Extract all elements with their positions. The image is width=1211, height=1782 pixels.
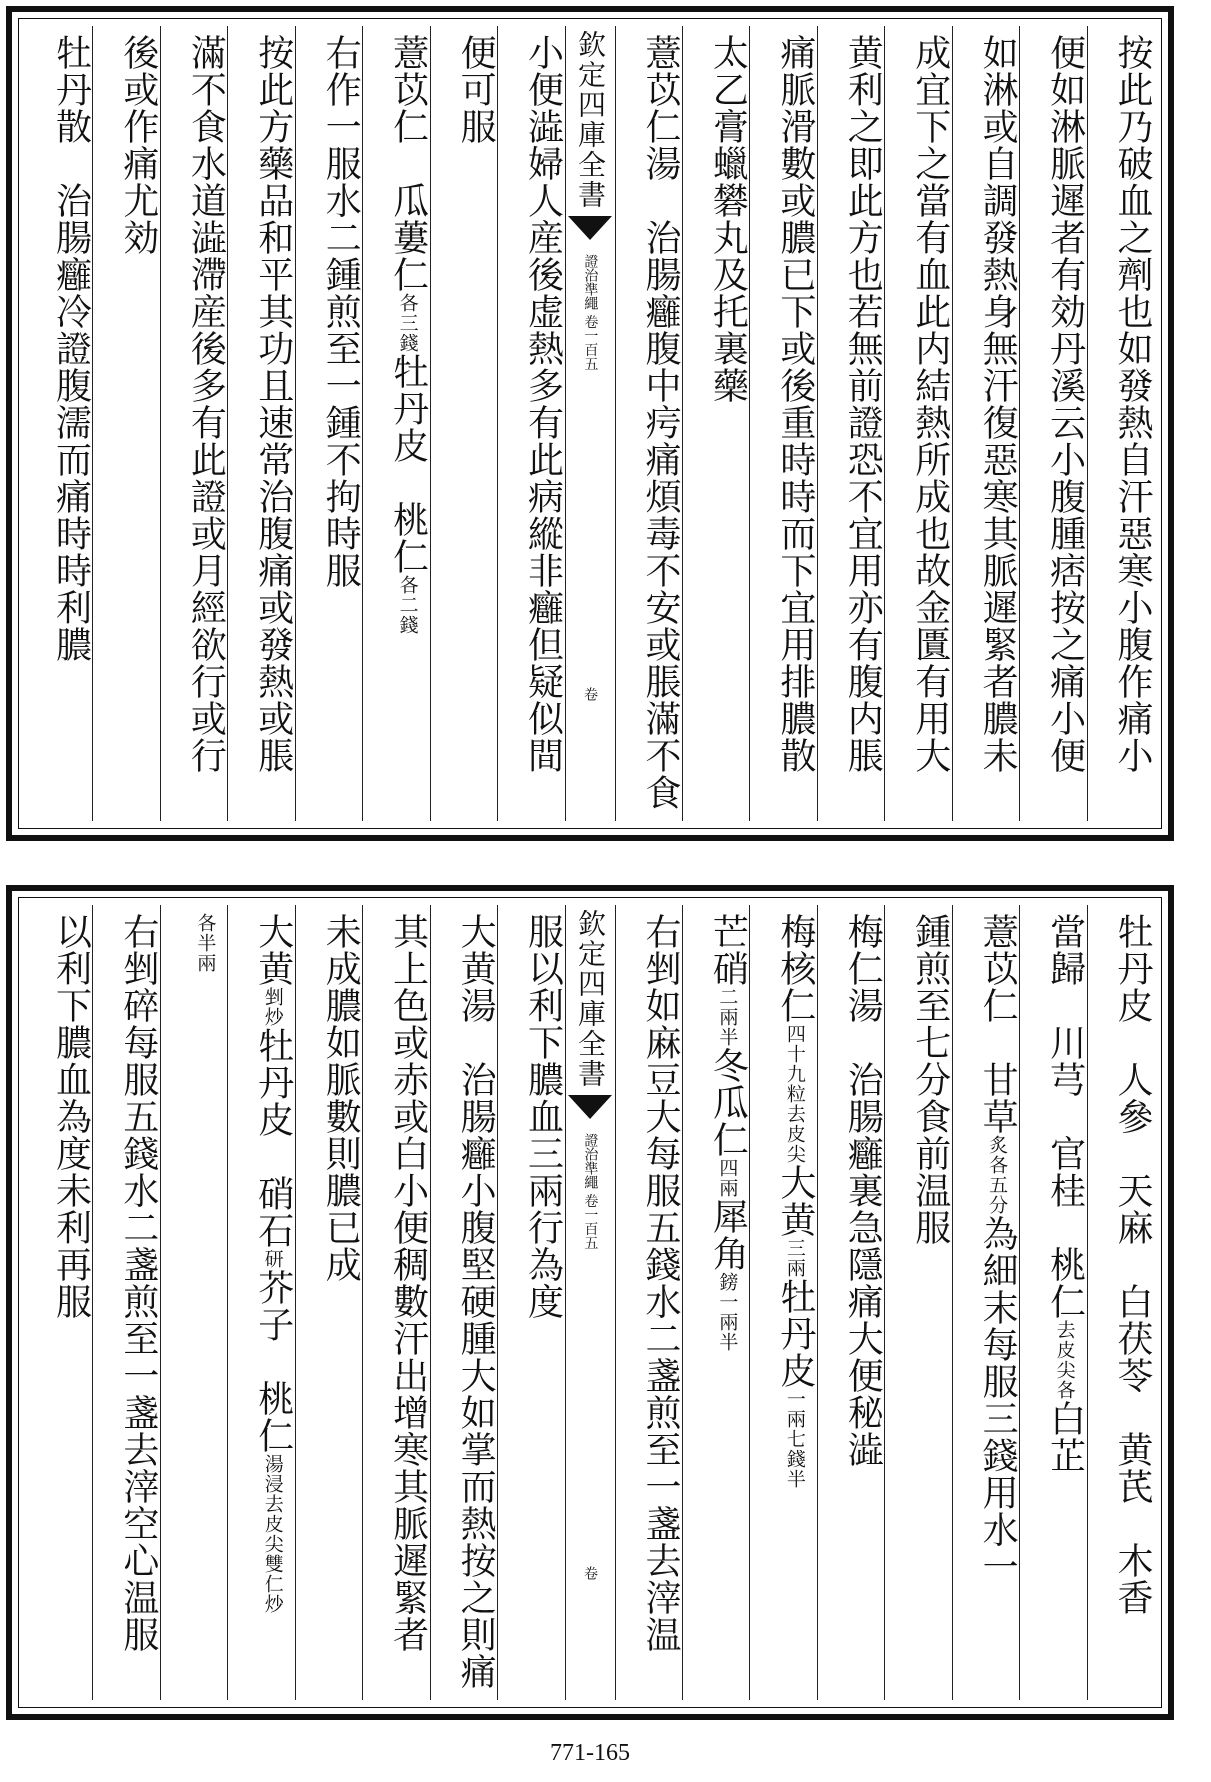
- text-column: [92, 26, 159, 821]
- column-text: 痛脈滑數或膿已下或後重時時而下宜用排膿散: [774, 34, 816, 774]
- bottom-columns: [26, 905, 1154, 1700]
- column-text: 大黄湯 治腸癰小腹堅硬腫大如掌而熱按之則痛: [455, 913, 497, 1690]
- book-title: 欽定四庫全書: [574, 909, 607, 1089]
- text-column: [1087, 26, 1154, 821]
- annotation-text: 四兩: [716, 1158, 739, 1198]
- column-text: 當歸 川芎 官桂 桃仁: [1044, 913, 1086, 1320]
- fishtail-icon: [568, 1095, 612, 1119]
- column-text: 以利下膿血為度未利再服: [50, 913, 92, 1320]
- annotation-text: 各三錢: [396, 293, 419, 353]
- annotation-text: 湯浸去皮尖雙仁炒: [261, 1454, 284, 1614]
- column-text: 按此乃破血之劑也如發熱自汗惡寒小腹作痛小: [1112, 34, 1153, 774]
- text-column: [884, 26, 951, 821]
- column-text: 其上色或赤或白小便稠數汗出增寒其脈遲緊者: [387, 913, 429, 1653]
- column-text: 便如淋脈遲者有効丹溪云小腹腫痞按之痛小便: [1044, 34, 1086, 774]
- center-fold: [565, 905, 615, 1700]
- column-text: 薏苡仁 甘草: [977, 913, 1019, 1135]
- column-text: 梅核仁: [774, 913, 816, 1024]
- text-column: [430, 26, 497, 821]
- column-text: 牡丹皮: [774, 1278, 816, 1389]
- column-text: 牡丹散 治腸癰冷證腹濡而痛時時利膿: [50, 34, 92, 663]
- column-text: 如淋或自調發熱身無汗復惡寒其脈遲緊者膿未: [977, 34, 1019, 774]
- column-text: 服以利下膿血三兩行為度: [522, 913, 564, 1320]
- column-text: 牡丹皮 人參 天麻 白茯苓 黄芪 木香: [1112, 913, 1153, 1616]
- text-column: [817, 905, 884, 1700]
- text-column: [160, 905, 227, 1700]
- annotation-text: 四十九粒去皮尖: [783, 1024, 806, 1164]
- fishtail-icon: [568, 216, 612, 240]
- bottom-page: [6, 885, 1174, 1720]
- annotation-text: 炙各五分: [986, 1135, 1009, 1215]
- column-text: 牡丹皮 硝石: [252, 1027, 294, 1249]
- annotation-text: 三兩: [783, 1238, 806, 1278]
- page-number: 771-165: [550, 1740, 630, 1766]
- text-column: [615, 26, 682, 821]
- column-text: 便可服: [455, 34, 497, 145]
- text-column: [430, 905, 497, 1700]
- text-column: [884, 905, 951, 1700]
- column-text: 牡丹皮 桃仁: [387, 353, 429, 575]
- annotation-text: 鎊一兩半: [716, 1272, 739, 1352]
- column-text: 大黄: [252, 913, 294, 987]
- column-text: 右剉如麻豆大每服五錢水二盞煎至一盞去滓温: [639, 913, 681, 1653]
- text-column: [817, 26, 884, 821]
- column-text: 右作一服水二鍾煎至一鍾不拘時服: [320, 34, 362, 589]
- text-column: [295, 905, 362, 1700]
- book-title: 欽定四庫全書: [574, 30, 607, 210]
- text-column: [92, 905, 159, 1700]
- column-text: 薏苡仁 瓜蔞仁: [387, 34, 429, 293]
- annotation-text: 一兩七錢半: [783, 1389, 806, 1489]
- column-text: 為細末每服三錢用水一: [977, 1215, 1019, 1585]
- text-column: [295, 26, 362, 821]
- text-column: [362, 26, 429, 821]
- column-text: 成宜下之當有血此内結熱所成也故金匱有用大: [909, 34, 951, 774]
- text-column: [749, 905, 816, 1700]
- text-column: [1019, 26, 1086, 821]
- text-column: [497, 26, 564, 821]
- text-column: [615, 905, 682, 1700]
- text-column: [952, 26, 1019, 821]
- text-column: [682, 26, 749, 821]
- text-column: [227, 26, 294, 821]
- column-text: 鍾煎至七分食前温服: [909, 913, 951, 1246]
- text-column: [1087, 905, 1154, 1700]
- column-text: 梅仁湯 治腸癰裏急隱痛大便秘澁: [842, 913, 884, 1468]
- column-text: 未成膿如脈數則膿已成: [320, 913, 362, 1283]
- annotation-text: 研: [261, 1249, 284, 1269]
- text-column: [160, 26, 227, 821]
- column-text: 大黄: [774, 1164, 816, 1238]
- annotation-text: 去皮尖各: [1053, 1320, 1076, 1400]
- column-text: 冬瓜仁: [707, 1047, 749, 1158]
- fold-page-mark: 卷: [582, 1566, 598, 1580]
- text-column: [26, 26, 92, 821]
- annotation-text: 各二錢: [396, 575, 419, 635]
- text-column: [26, 905, 92, 1700]
- column-text: 犀角: [707, 1198, 749, 1272]
- text-column: [497, 905, 564, 1700]
- column-text: 按此方藥品和平其功且速常治腹痛或發熱或脹: [252, 34, 294, 774]
- column-text: 太乙膏蠟礬丸及托裏藥: [707, 34, 749, 404]
- column-text: 黄利之即此方也若無前證恐不宜用亦有腹内脹: [842, 34, 884, 774]
- text-column: [952, 905, 1019, 1700]
- annotation-text: 剉炒: [261, 987, 284, 1027]
- volume-label: 證治準繩 卷一百五: [582, 1133, 599, 1250]
- annotation-text: 二兩半: [716, 987, 739, 1047]
- column-text: 芒硝: [707, 913, 749, 987]
- column-text: 芥子 桃仁: [252, 1269, 294, 1454]
- text-column: [682, 905, 749, 1700]
- text-column: [749, 26, 816, 821]
- volume-label: 證治準繩 卷一百五: [582, 254, 599, 371]
- text-column: [362, 905, 429, 1700]
- annotation-text: 各半兩: [194, 913, 217, 973]
- fold-page-mark: 卷: [582, 687, 598, 701]
- top-page: [6, 6, 1174, 841]
- column-text: 白芷: [1044, 1400, 1086, 1474]
- column-text: 薏苡仁湯 治腸癰腹中疞痛煩毒不安或脹滿不食: [639, 34, 681, 811]
- column-text: 右剉碎每服五錢水二盞煎至一盞去滓空心温服: [117, 913, 159, 1653]
- column-text: 小便澁婦人産後虚熱多有此病縱非癰但疑似間: [522, 34, 564, 774]
- text-column: [227, 905, 294, 1700]
- column-text: 後或作痛尤効: [117, 34, 159, 256]
- text-column: [1019, 905, 1086, 1700]
- center-fold: [565, 26, 615, 821]
- column-text: 滿不食水道澁滯産後多有此證或月經欲行或行: [185, 34, 227, 774]
- top-columns: [26, 26, 1154, 821]
